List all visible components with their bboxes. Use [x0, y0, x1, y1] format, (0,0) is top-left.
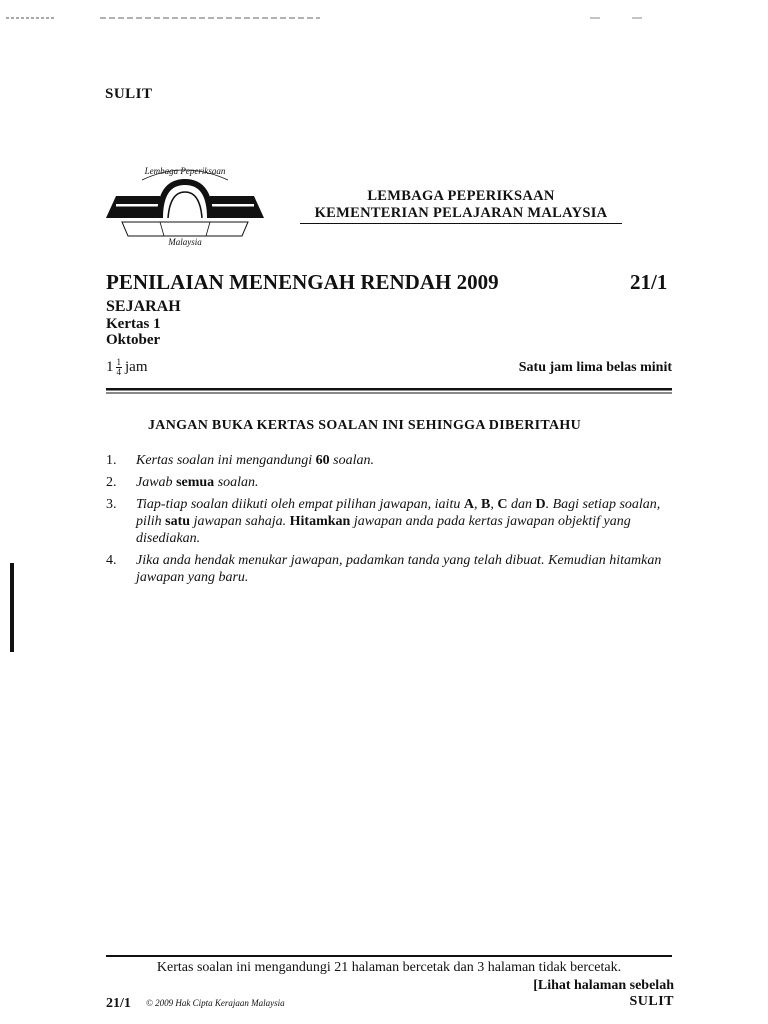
- instruction-segment: Jika anda hendak menukar jawapan, padamkan tanda yang telah dibuat. Kemudian hitamkan jawapan yang baru.: [136, 553, 662, 585]
- duration-denominator: 4: [116, 367, 121, 377]
- instruction-emphasis: B: [480, 497, 491, 512]
- footer-paper-code: 21/1: [106, 996, 131, 1011]
- instruction-text: [136, 496, 674, 547]
- instruction-emphasis: C: [497, 497, 508, 512]
- instruction-text: [136, 552, 674, 586]
- instruction-item: [106, 474, 674, 491]
- instruction-emphasis: D: [535, 497, 546, 512]
- exam-title: PENILAIAN MENENGAH RENDAH 2009: [106, 270, 499, 294]
- instruction-segment: Jawab: [136, 475, 177, 490]
- paper-number: Kertas 1: [106, 316, 161, 332]
- instruction-item: [106, 552, 674, 586]
- exam-board-name: [300, 188, 622, 224]
- board-name-line2: KEMENTERIAN PELAJARAN MALAYSIA: [300, 205, 622, 224]
- instruction-emphasis: Hitamkan: [289, 514, 351, 529]
- logo-arc-text: Lembaga Peperiksaan: [144, 166, 226, 176]
- instruction-segment: ,: [490, 497, 498, 512]
- instruction-text: [136, 452, 374, 469]
- board-name-line1: LEMBAGA PEPERIKSAAN: [367, 188, 555, 204]
- logo-ribbon-text: Malaysia: [168, 237, 202, 247]
- duration-fraction-glyph: [116, 358, 123, 377]
- instruction-segment: . Bagi setiap soalan, pilih: [136, 497, 661, 529]
- copyright-notice: © 2009 Hak Cipta Kerajaan Malaysia: [146, 998, 285, 1008]
- exam-board-crest-icon: [104, 152, 266, 248]
- duration-unit: jam: [125, 359, 148, 375]
- classification-label-top: SULIT: [105, 86, 153, 102]
- instruction-number: 3.: [106, 497, 117, 512]
- instruction-text: [136, 474, 259, 491]
- instruction-emphasis: satu: [165, 514, 191, 529]
- instruction-segment: ,: [473, 497, 481, 512]
- classification-label-bottom: SULIT: [629, 994, 674, 1009]
- exam-month: Oktober: [106, 332, 161, 348]
- instruction-segment: soalan.: [214, 475, 259, 490]
- instruction-number: 4.: [106, 553, 117, 568]
- instruction-segment: Kertas soalan ini mengandungi: [136, 453, 316, 468]
- instruction-item: [106, 452, 674, 469]
- instruction-segment: jawapan anda pada kertas jawapan objektif yang disediakan.: [136, 514, 631, 546]
- instruction-number: 2.: [106, 475, 117, 490]
- instructions-list: [106, 452, 674, 591]
- duration-fraction: [106, 358, 148, 377]
- instruction-number: 1.: [106, 453, 117, 468]
- header-double-rule: [106, 388, 672, 394]
- instruction-emphasis: 60: [315, 453, 330, 468]
- subject-name: SEJARAH: [106, 298, 181, 315]
- duration-numerator: 1: [116, 357, 121, 367]
- scan-margin-bar: [10, 563, 14, 652]
- instruction-emphasis: semua: [176, 475, 215, 490]
- instruction-segment: dan: [507, 497, 536, 512]
- page-count-note: Kertas soalan ini mengandungi 21 halaman bercetak dan 3 halaman tidak bercetak.: [156, 960, 622, 975]
- instruction-segment: soalan.: [329, 453, 375, 468]
- scan-artifact-line: [0, 16, 768, 20]
- instruction-segment: jawapan sahaja.: [190, 514, 290, 529]
- paper-code: 21/1: [630, 270, 668, 294]
- see-next-page-label: [Lihat halaman sebelah: [533, 978, 674, 993]
- duration-words: Satu jam lima belas minit: [518, 360, 672, 375]
- footer-rule: [106, 955, 672, 957]
- do-not-open-warning: JANGAN BUKA KERTAS SOALAN INI SEHINGGA DIBERITAHU: [148, 418, 581, 433]
- duration-whole: 1: [106, 359, 114, 375]
- instruction-item: [106, 496, 674, 547]
- instruction-emphasis: A: [463, 497, 474, 512]
- instruction-segment: Tiap-tiap soalan diikuti oleh empat pilihan jawapan, iaitu: [136, 497, 464, 512]
